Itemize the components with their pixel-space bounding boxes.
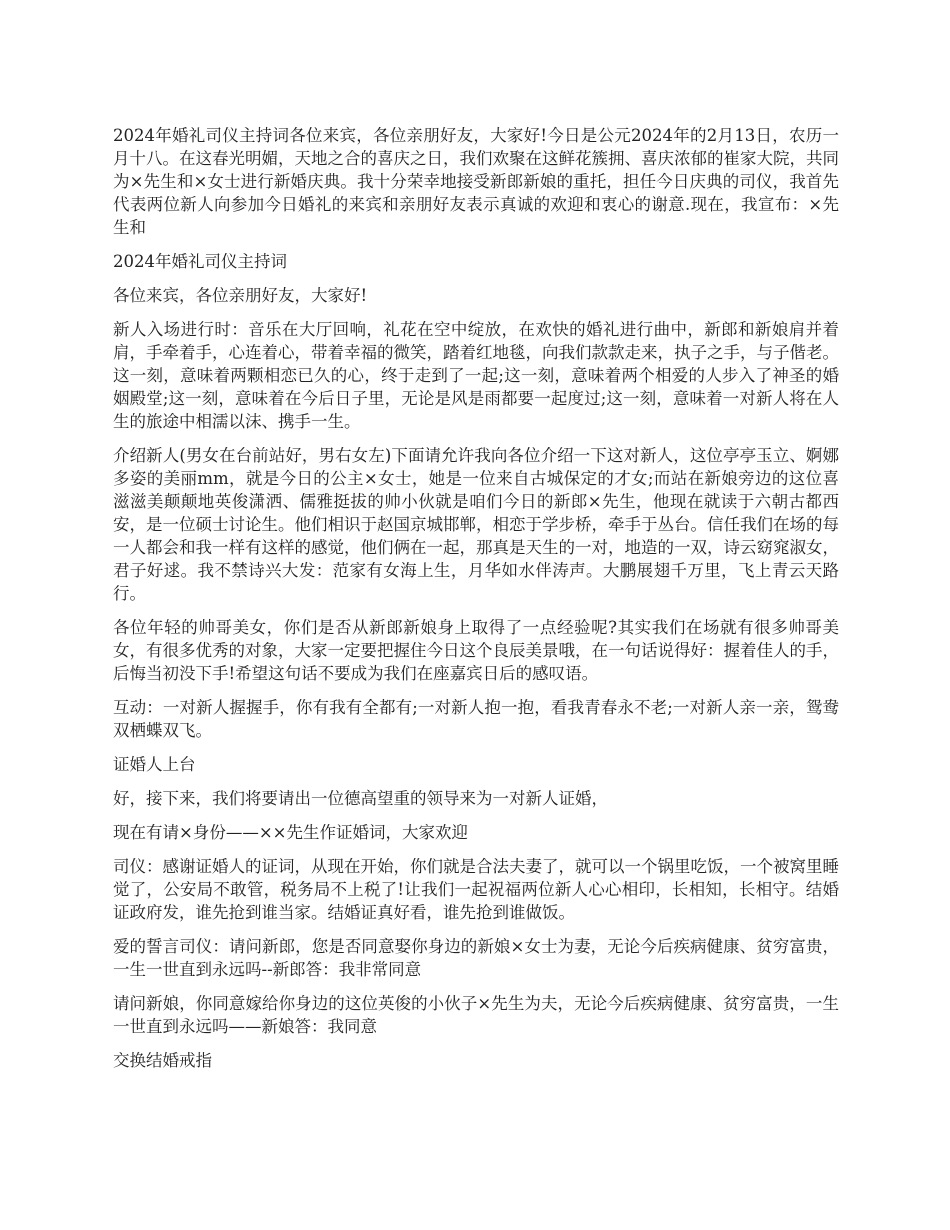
document-body <box>113 124 839 1083</box>
witness-invite-paragraph: 好，接下来，我们将要请出一位德高望重的领导来为一对新人证婚， <box>113 789 608 808</box>
groom-vow-paragraph: 爱的誓言司仪：请问新郎，您是否同意娶你身边的新娘×女士为妻，无论今后疾病健康、贫穷富贵，一生一世直到永远吗--新郎答：我非常同意 <box>113 937 839 979</box>
intro-paragraph: 2024年婚礼司仪主持词各位来宾，各位亲朋好友，大家好!今日是公元2024年的2月13日，农历一月十八。在这春光明媚，天地之合的喜庆之日，我们欢聚在这鲜花簇拥、喜庆浓郁的崔家大院，共同为×先生和×女士进行新婚庆典。我十分荣幸地接受新郎新娘的重托，担任今日庆典的司仪，我首先代表两位新人向参加今日婚礼的来宾和亲朋好友表示真诚的欢迎和衷心的谢意.现在，我宣布：×先生和 <box>113 126 839 237</box>
guests-paragraph: 各位年轻的帅哥美女，你们是否从新郎新娘身上取得了一点经验呢?其实我们在场就有很多帅哥美女，有很多优秀的对象，大家一定要把握住今日这个良辰美景哦，在一句话说得好：握着佳人的手，后悔当初没下手!希望这句话不要成为我们在座嘉宾日后的感叹语。 <box>113 618 839 683</box>
host-thanks-paragraph: 司仪：感谢证婚人的证词，从现在开始，你们就是合法夫妻了，就可以一个锅里吃饭，一个被窝里睡觉了，公安局不敢管，税务局不上税了!让我们一起祝福两位新人心心相印，长相知，长相守。结婚证政府发，谁先抢到谁当家。结婚证真好看，谁先抢到谁做饭。 <box>113 857 839 922</box>
witness-speech-paragraph: 现在有请×身份——××先生作证婚词，大家欢迎 <box>113 823 468 842</box>
witness-heading: 证婚人上台 <box>113 755 196 774</box>
entrance-paragraph: 新人入场进行时：音乐在大厅回响，礼花在空中绽放，在欢快的婚礼进行曲中，新郎和新娘肩并着肩，手牵着手，心连着心，带着幸福的微笑，踏着红地毯，向我们款款走来，执子之手，与子偕老。这一刻，意味着两颗相恋已久的心，终于走到了一起;这一刻，意味着两个相爱的人步入了神圣的婚姻殿堂;这一刻，意味着在今后日子里，无论是风是雨都要一起度过;这一刻，意味着一对新人将在人生的旅途中相濡以沫、携手一生。 <box>113 320 839 431</box>
section-title: 2024年婚礼司仪主持词 <box>113 252 287 271</box>
ring-exchange-heading: 交换结婚戒指 <box>113 1051 212 1070</box>
bride-vow-paragraph: 请问新娘，你同意嫁给你身边的这位英俊的小伙子×先生为夫，无论今后疾病健康、贫穷富贵，一生一世直到永远吗——新娘答：我同意 <box>113 994 839 1036</box>
interaction-paragraph: 互动：一对新人握握手，你有我有全都有;一对新人抱一抱，看我青春永不老;一对新人亲一亲，鸳鸯双栖蝶双飞。 <box>113 698 839 740</box>
greeting-paragraph: 各位来宾，各位亲朋好友，大家好! <box>113 286 368 305</box>
introduction-paragraph: 介绍新人(男女在台前站好，男右女左)下面请允许我向各位介绍一下这对新人，这位亭亭玉立、婀娜多姿的美丽mm，就是今日的公主×女士，她是一位来自古城保定的才女;而站在新娘旁边的这位喜滋滋美颠颠地英俊潇洒、儒雅挺拔的帅小伙就是咱们今日的新郎×先生，他现在就读于六朝古都西安，是一位硕士讨论生。他们相识于赵国京城邯郸，相恋于学步桥，牵手于丛台。信任我们在场的每一人都会和我一样有这样的感觉，他们俩在一起，那真是天生的一对，地造的一双，诗云窈窕淑女，君子好逑。我不禁诗兴大发：范家有女海上生，月华如水伴涛声。大鹏展翅千万里，飞上青云天路行。 <box>113 446 839 603</box>
